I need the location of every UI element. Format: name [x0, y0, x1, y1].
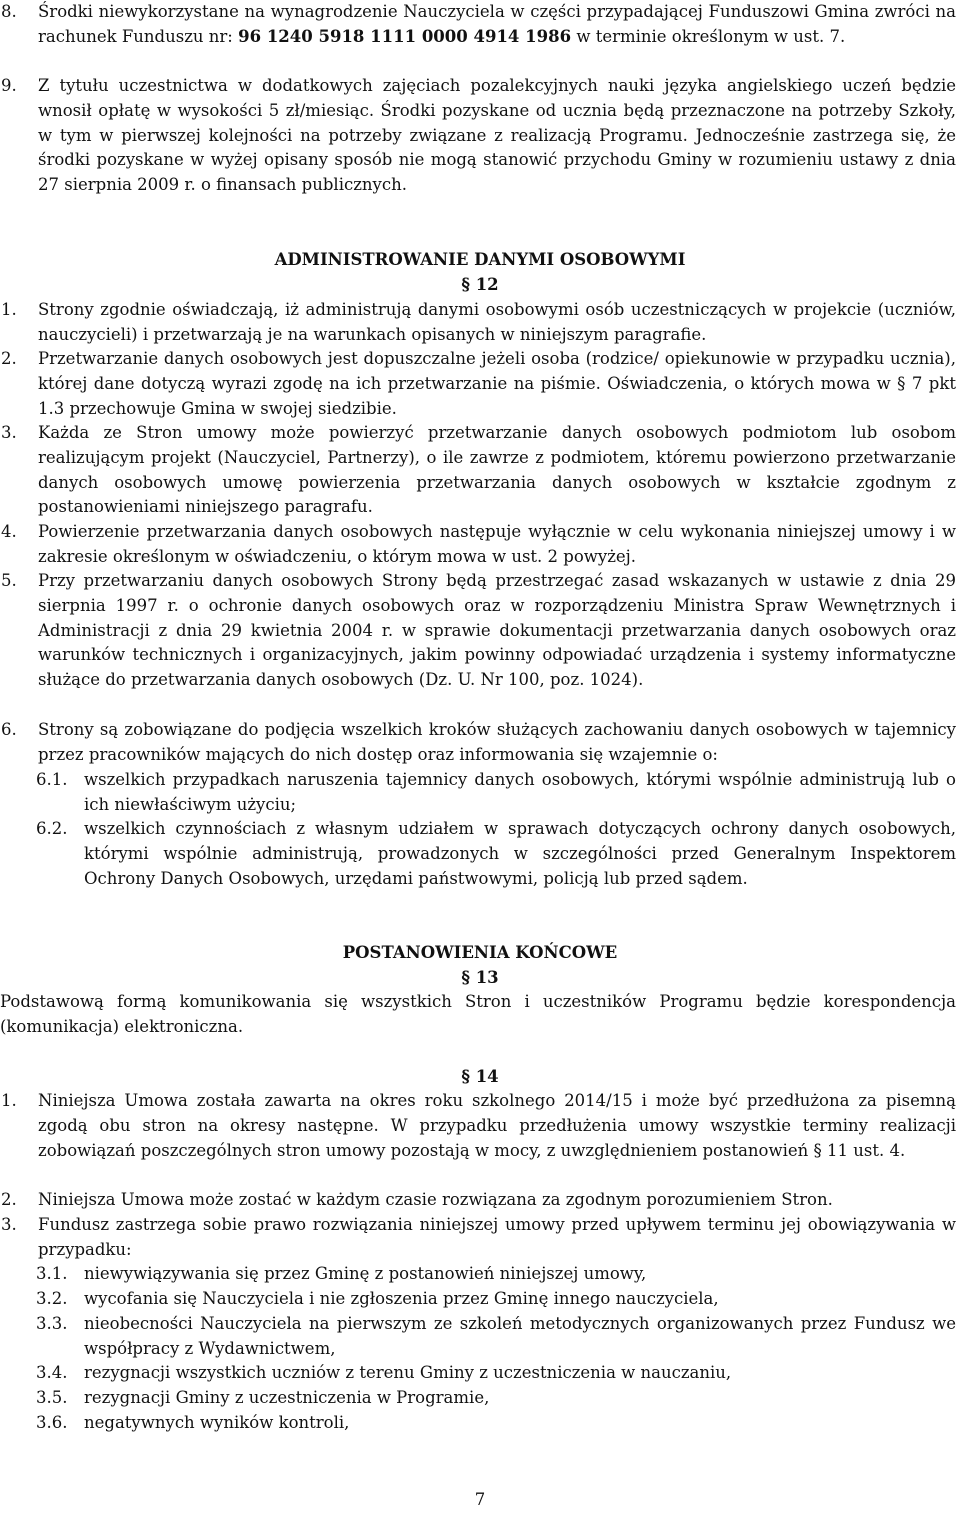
clause-text: Przy przetwarzaniu danych osobowych Strony będą przestrzegać zasad wskazanych w ustawie z dnia 29 sierpnia 1997 r. o ochronie danych osobowych oraz w rozporządzeniu Ministra Spraw Wewnętrznych i Administracji z dnia 29 kwietnia 2004 r. w sprawie dokumentacji przetwarzania danych osobowych oraz warunków technicznych i organizacyjnych, jakim powinny odpowiadać urządzenia i systemy informatyczne służące do przetwarzania danych osobowych (Dz. U. Nr 100, poz. 1024).: [38, 571, 956, 690]
clause-number: 3.: [1, 1215, 17, 1234]
clause-text: Niniejsza Umowa została zawarta na okres roku szkolnego 2014/15 i może być przedłużona za pisemną zgodą obu stron na okresy następne. W przypadku przedłużenia umowy wszystkie terminy realizacji zobowiązań poszczególnych stron umowy pozostają w mocy, z uwzględnieniem postanowień § 11 ust. 4.: [38, 1091, 956, 1160]
clause-text: Fundusz zastrzega sobie prawo rozwiązania niniejszej umowy przed upływem terminu jej obowiązywania w przypadku:: [38, 1215, 956, 1259]
clause-number: 4.: [1, 522, 17, 541]
clause-14-3: [1, 1213, 956, 1263]
clause-12-6: [1, 718, 956, 768]
paragraph-number: § 12: [461, 275, 499, 294]
subclause-text: wycofania się Nauczyciela i nie zgłoszenia przez Gminę innego nauczyciela,: [84, 1289, 719, 1308]
clause-12-4: [1, 520, 956, 570]
subclause-number: 3.2.: [36, 1289, 68, 1308]
clause-14-2: [1, 1188, 956, 1213]
clause-text: w terminie określonym w ust. 7.: [571, 26, 846, 46]
paragraph-number: § 14: [461, 1067, 499, 1086]
subclause-text: negatywnych wyników kontroli,: [84, 1413, 350, 1432]
paragraph-13-text: Podstawową formą komunikowania się wszystkich Stron i uczestników Programu będzie korespondencja (komunikacja) elektroniczna.: [0, 992, 956, 1036]
clause-number: 1.: [1, 1091, 17, 1110]
subclause-text: nieobecności Nauczyciela na pierwszym ze szkoleń metodycznych organizowanych przez Fundusz we współpracy z Wydawnictwem,: [84, 1314, 956, 1358]
clause-12-6-1: [36, 768, 956, 818]
clause-text: Środki niewykorzystane na wynagrodzenie Nauczyciela w części przypadającej Funduszowi Gmina zwróci na rachunek Funduszu nr:: [38, 2, 956, 46]
clause-text: Niniejsza Umowa może zostać w każdym czasie rozwiązana za zgodnym porozumieniem Stron.: [38, 1190, 833, 1209]
clause-number: 8.: [1, 2, 17, 21]
subclause-text: wszelkich przypadkach naruszenia tajemnicy danych osobowych, którymi wspólnie administrują lub o ich niewłaściwym użyciu;: [84, 770, 956, 814]
clause-14-3-2: [36, 1287, 956, 1312]
subclause-number: 3.6.: [36, 1413, 68, 1432]
clause-text: Przetwarzanie danych osobowych jest dopuszczalne jeżeli osoba (rodzice/ opiekunowie w przypadku ucznia), której dane dotyczą wyrazi zgodę na ich przetwarzanie na piśmie. Oświadczenia, o których mowa w § 7 pkt 1.3 przechowuje Gmina w swojej siedzibie.: [38, 349, 956, 418]
clause-12-5: [1, 569, 956, 693]
clause-12-6-2: [36, 817, 956, 891]
subclause-text: rezygnacji wszystkich uczniów z terenu Gminy z uczestniczenia w nauczaniu,: [84, 1363, 732, 1382]
section-heading: ADMINISTROWANIE DANYMI OSOBOWYMI: [274, 250, 686, 269]
subclause-number: 3.5.: [36, 1388, 68, 1407]
clause-number: 3.: [1, 423, 17, 442]
clause-number: 9.: [1, 76, 17, 95]
subclause-text: rezygnacji Gminy z uczestniczenia w Programie,: [84, 1388, 490, 1407]
subclause-number: 3.1.: [36, 1264, 68, 1283]
subclause-text: wszelkich czynnościach z własnym udziałem w sprawach dotyczących ochrony danych osobowych, którymi wspólnie administrują, prowadzonych w szczególności przed Generalnym Inspektorem Ochrony Danych Osobowych, urzędami państwowymi, policją lub przed sądem.: [84, 819, 956, 888]
subclause-text: niewywiązywania się przez Gminę z postanowień niniejszej umowy,: [84, 1264, 647, 1283]
section-heading: POSTANOWIENIA KOŃCOWE: [342, 943, 618, 962]
clause-12-2: [1, 347, 956, 421]
clause-9: [1, 74, 956, 198]
clause-text: Z tytułu uczestnictwa w dodatkowych zajęciach pozalekcyjnych nauki języka angielskiego uczeń będzie wnosił opłatę w wysokości 5 zł/miesiąc. Środki pozyskane od ucznia będą przeznaczone na potrzeby Szkoły, w tym w pierwszej kolejności na potrzeby związane z realizacją Programu. Jednocześnie zastrzega się, że środki pozyskane w wyżej opisany sposób nie mogą stanowić przychodu Gminy w rozumieniu ustawy z dnia 27 sierpnia 2009 r. o finansach publicznych.: [38, 76, 956, 195]
clause-12-1: [1, 298, 956, 348]
clause-text: Każda ze Stron umowy może powierzyć przetwarzanie danych osobowych podmiotom lub osobom realizującym projekt (Nauczyciel, Partnerzy), o ile zawrze z podmiotem, któremu powierzono przetwarzanie danych osobowych umowę powierzenia przetwarzania danych osobowych w kształcie zgodnym z postanowieniami niniejszego paragrafu.: [38, 423, 956, 517]
clause-14-3-4: [36, 1361, 956, 1386]
subclause-number: 6.2.: [36, 819, 68, 838]
clause-text: Strony są zobowiązane do podjęcia wszelkich kroków służących zachowaniu danych osobowych w tajemnicy przez pracowników mających do nich dostęp oraz informowania się wzajemnie o:: [38, 720, 956, 764]
clause-14-3-5: [36, 1386, 956, 1411]
clause-14-3-3: [36, 1312, 956, 1362]
paragraph-number: § 13: [461, 968, 499, 987]
subclause-number: 3.3.: [36, 1314, 68, 1333]
subclause-number: 6.1.: [36, 770, 68, 789]
clause-number: 5.: [1, 571, 17, 590]
clause-text: Strony zgodnie oświadczają, iż administrują danymi osobowymi osób uczestniczących w projekcie (uczniów, nauczycieli) i przetwarzają je na warunkach opisanych w niniejszym paragrafie.: [38, 300, 956, 344]
clause-14-3-6: [36, 1411, 956, 1436]
clause-number: 1.: [1, 300, 17, 319]
clause-number: 2.: [1, 1190, 17, 1209]
clause-number: 2.: [1, 349, 17, 368]
clause-14-3-1: [36, 1262, 956, 1287]
bank-account-number: 96 1240 5918 1111 0000 4914 1986: [238, 26, 572, 46]
clause-14-1: [1, 1089, 956, 1163]
clause-number: 6.: [1, 720, 17, 739]
clause-text: Powierzenie przetwarzania danych osobowych następuje wyłącznie w celu wykonania niniejszej umowy i w zakresie określonym w oświadczeniu, o którym mowa w ust. 2 powyżej.: [38, 522, 956, 566]
subclause-number: 3.4.: [36, 1363, 68, 1382]
page-number: 7: [474, 1490, 486, 1509]
clause-8: [1, 0, 956, 50]
clause-12-3: [1, 421, 956, 520]
